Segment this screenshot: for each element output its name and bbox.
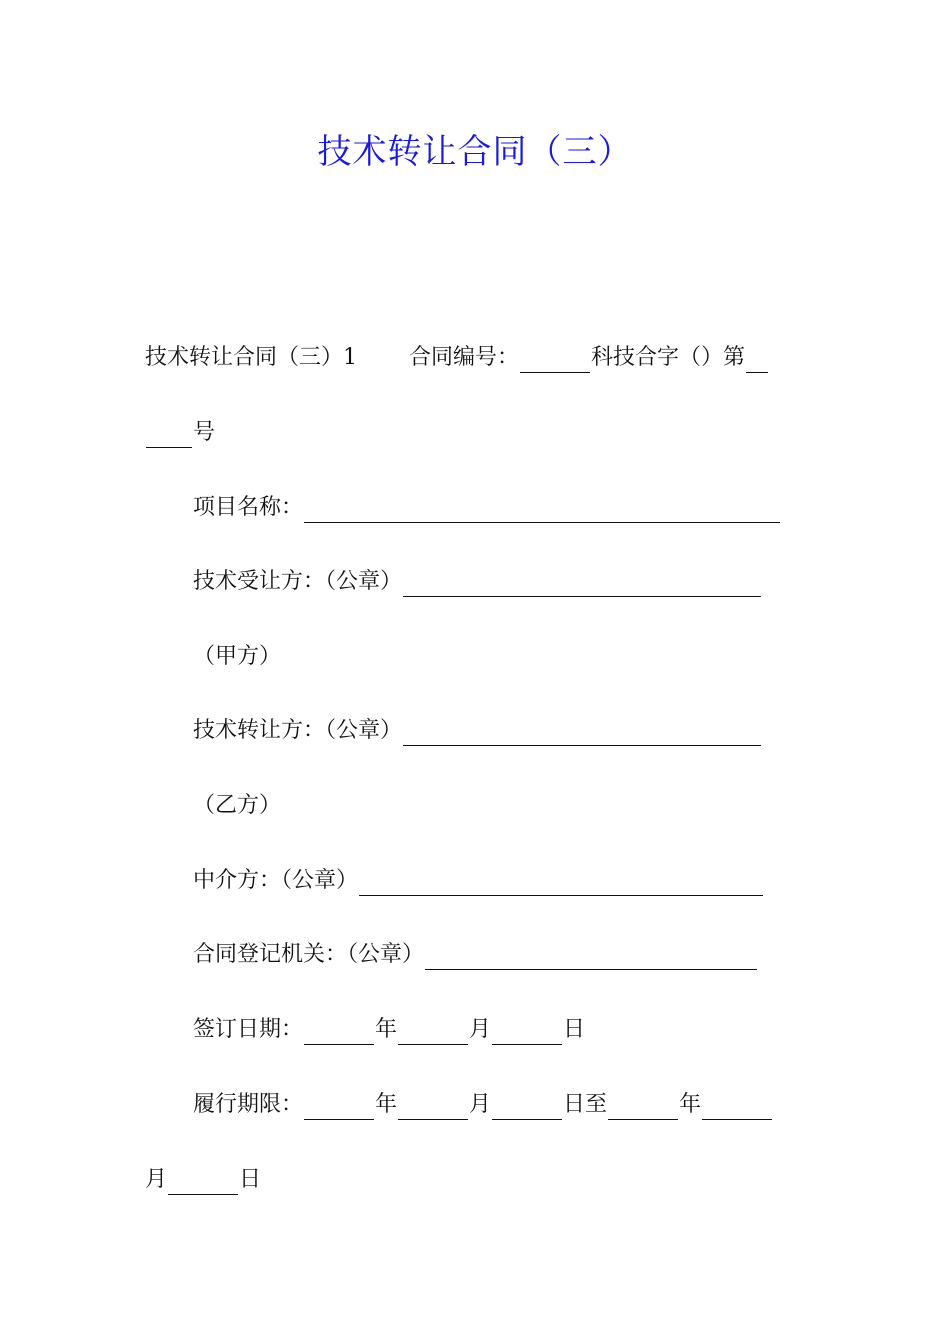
contract-no-blank-1[interactable]	[520, 350, 590, 373]
registration-row	[193, 940, 758, 970]
signing-month-blank[interactable]	[398, 1022, 468, 1045]
period-end-year-blank[interactable]	[608, 1097, 678, 1120]
period-start-day-blank[interactable]	[492, 1097, 562, 1120]
contract-no-blank-3[interactable]	[146, 425, 192, 448]
signing-date-label: 签订日期：	[193, 1017, 304, 1042]
transferor-label: 技术转让方：（公章）	[193, 718, 403, 743]
period-start-year-blank[interactable]	[304, 1097, 374, 1120]
transferor-row	[193, 716, 762, 746]
signing-year-unit: 年	[375, 1017, 398, 1042]
contract-no-end: 号	[193, 420, 216, 445]
period-end-year-unit: 年	[679, 1092, 702, 1117]
transferee-row	[193, 567, 762, 597]
transferor-party: （乙方）	[193, 793, 282, 818]
transferee-label: 技术受让方：（公章）	[193, 569, 403, 594]
transferor-blank[interactable]	[403, 723, 761, 746]
header-line-cont	[145, 418, 215, 448]
contract-no-label: 合同编号：	[409, 345, 520, 370]
contract-no-mid: 科技合字（）第	[591, 345, 746, 370]
signing-month-unit: 月	[469, 1017, 492, 1042]
signing-day-unit: 日	[563, 1017, 586, 1042]
contract-no-blank-2[interactable]	[746, 350, 768, 373]
document-title: 技术转让合同（三）	[317, 132, 633, 172]
intermediary-blank[interactable]	[359, 873, 763, 896]
transferor-party-row	[193, 791, 281, 821]
performance-period-label: 履行期限：	[193, 1092, 304, 1117]
period-end-month-blank[interactable]	[702, 1097, 772, 1120]
performance-period-row-cont	[145, 1165, 261, 1195]
header-line	[145, 343, 769, 373]
period-end-day-blank[interactable]	[168, 1172, 238, 1195]
signing-day-blank[interactable]	[492, 1022, 562, 1045]
project-name-row	[193, 493, 781, 523]
registration-label: 合同登记机关：（公章）	[193, 942, 425, 967]
intermediary-row	[193, 866, 764, 896]
registration-blank[interactable]	[425, 947, 757, 970]
signing-year-blank[interactable]	[304, 1022, 374, 1045]
period-start-month-unit: 月	[469, 1092, 492, 1117]
performance-period-row	[193, 1090, 773, 1120]
transferee-party: （甲方）	[193, 644, 282, 669]
project-name-blank[interactable]	[304, 500, 780, 523]
period-start-month-blank[interactable]	[398, 1097, 468, 1120]
period-end-month-unit: 月	[145, 1167, 168, 1192]
transferee-blank[interactable]	[403, 574, 761, 597]
header-prefix: 技术转让合同（三）1	[145, 345, 357, 370]
signing-date-row	[193, 1015, 585, 1045]
intermediary-label: 中介方：（公章）	[193, 868, 359, 893]
project-name-label: 项目名称：	[193, 495, 304, 520]
transferee-party-row	[193, 642, 281, 672]
period-end-day-unit: 日	[239, 1167, 262, 1192]
period-start-day-unit: 日至	[563, 1092, 608, 1117]
period-start-year-unit: 年	[375, 1092, 398, 1117]
